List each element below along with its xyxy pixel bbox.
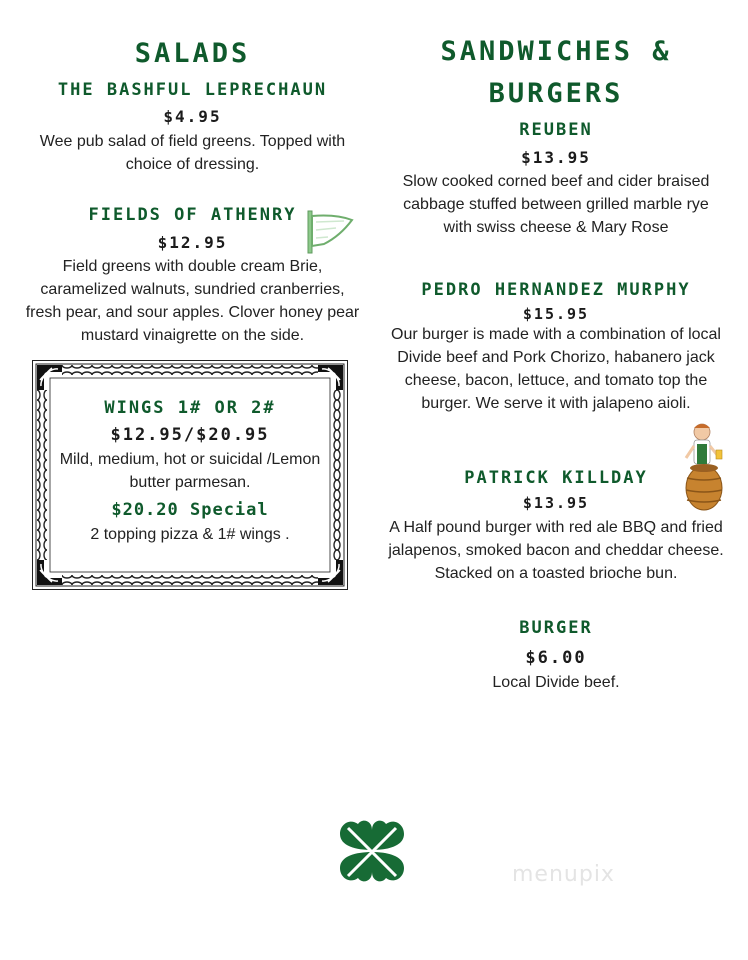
- menupix-watermark: menupix: [512, 862, 615, 887]
- desc-line: mustard vinaigrette on the side.: [80, 327, 305, 344]
- item-price-patrick-killday: $13.95: [522, 494, 590, 512]
- desc-line: Slow cooked corned beef and cider braised: [402, 173, 710, 190]
- item-title-burger: BURGER: [519, 618, 593, 638]
- item-title-wings: WINGS 1# OR 2#: [104, 398, 276, 418]
- desc-line: with swiss cheese & Mary Rose: [443, 219, 669, 236]
- item-desc-fields-of-athenry: [20, 255, 365, 347]
- desc-line: Field greens with double cream Brie,: [62, 258, 323, 275]
- item-desc-wings: [40, 448, 340, 494]
- desc-line: Stacked on a toasted brioche bun.: [434, 565, 678, 582]
- desc-line: burger. We serve it with jalapeno aioli.: [421, 395, 691, 412]
- special-title: $20.20 Special: [111, 500, 269, 520]
- desc-line: Mild, medium, hot or suicidal /Lemon: [59, 451, 321, 468]
- desc-line: choice of dressing.: [125, 156, 260, 173]
- desc-line: fresh pear, and sour apples. Clover honey pear: [25, 304, 360, 321]
- item-desc-burger: [380, 671, 732, 694]
- item-price-fields-of-athenry: $12.95: [157, 233, 228, 252]
- item-title-patrick-killday: PATRICK KILLDAY: [464, 468, 648, 488]
- desc-line: cheese, bacon, lettuce, and tomato top the: [404, 372, 708, 389]
- item-title-pedro-hernandez-murphy: PEDRO HERNANDEZ MURPHY: [421, 280, 691, 300]
- item-price-pedro-hernandez-murphy: $15.95: [522, 305, 590, 323]
- sandwiches-title-line2: BURGERS: [488, 78, 624, 109]
- item-title-reuben: REUBEN: [519, 120, 593, 140]
- desc-line: butter parmesan.: [129, 474, 251, 491]
- clover-icon: [336, 816, 408, 890]
- desc-line: A Half pound burger with red ale BBQ and fried: [389, 519, 723, 536]
- item-desc-pedro-hernandez-murphy: [380, 323, 732, 415]
- item-desc-reuben: [380, 170, 732, 239]
- desc-line: jalapenos, smoked bacon and cheddar cheese.: [388, 542, 724, 559]
- item-price-burger: $6.00: [525, 648, 587, 668]
- item-desc-bashful-leprechaun: [20, 130, 365, 176]
- desc-line: caramelized walnuts, sundried cranberries,: [40, 281, 345, 298]
- desc-line: Local Divide beef.: [492, 674, 620, 691]
- item-desc-patrick-killday: [380, 516, 732, 585]
- special-desc: 2 topping pizza & 1# wings .: [90, 526, 290, 543]
- item-price-reuben: $13.95: [521, 148, 591, 167]
- desc-line: Divide beef and Pork Chorizo, habanero jack: [397, 349, 715, 366]
- salads-title: SALADS: [134, 38, 251, 69]
- desc-line: Wee pub salad of field greens. Topped with: [39, 133, 346, 150]
- desc-line: cabbage stuffed between grilled marble rye: [403, 196, 709, 213]
- item-price-bashful-leprechaun: $4.95: [163, 107, 222, 126]
- sandwiches-title-line1: SANDWICHES &: [440, 36, 672, 67]
- desc-line: Our burger is made with a combination of local: [391, 326, 721, 343]
- item-price-wings: $12.95/$20.95: [110, 425, 270, 445]
- item-title-fields-of-athenry: FIELDS OF ATHENRY: [88, 205, 297, 225]
- item-title-bashful-leprechaun: THE BASHFUL LEPRECHAUN: [57, 80, 328, 100]
